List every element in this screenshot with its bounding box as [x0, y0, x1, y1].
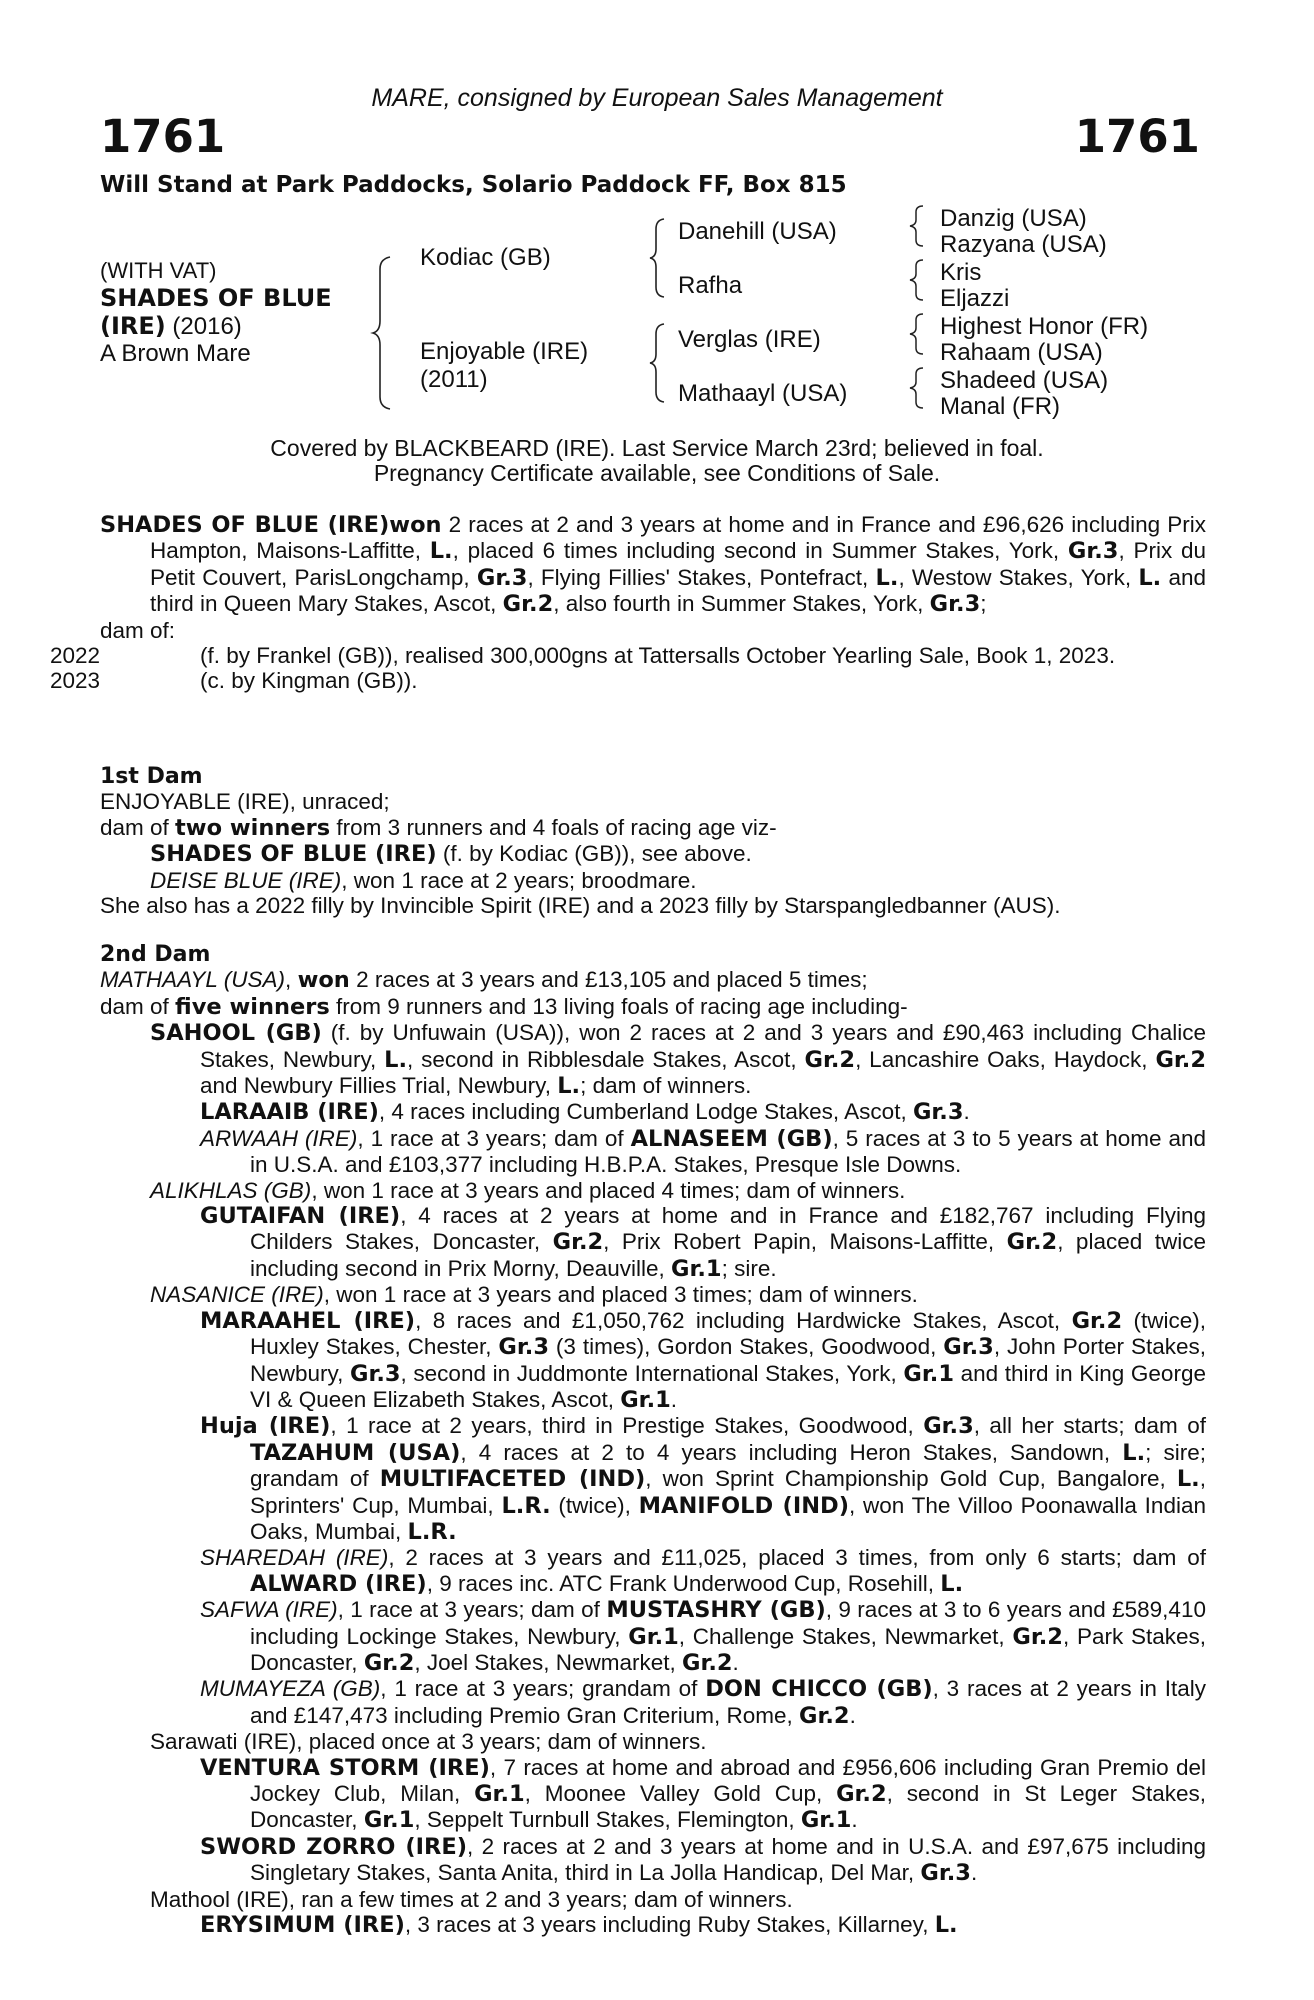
produce-year: 2023: [50, 668, 101, 694]
text: .: [970, 1860, 978, 1886]
text: , 1 race at 3 years; dam of: [357, 1125, 631, 1151]
grade-badge: Gr.2: [804, 1046, 856, 1073]
produce-year: 2022: [50, 643, 101, 669]
horse-name: LARAAIB (IRE): [200, 1099, 379, 1126]
text: , 7 races at home and abroad and £956,606 including Gran Premio del Jockey Club, Milan,: [250, 1754, 1207, 1806]
grade-badge: Gr.2: [1155, 1046, 1206, 1073]
dam-sire-name: Verglas (IRE): [678, 326, 821, 353]
text: , 3 races at 3 years including Ruby Stakes, Killarney,: [404, 1912, 935, 1938]
pedigree-brace-6: [908, 312, 926, 356]
text: , 1 race at 3 years; dam of: [337, 1597, 607, 1623]
horse-name: DON CHICCO (GB): [705, 1676, 933, 1703]
record-text: , placed 6 times including second in Summer Stakes, York,: [452, 538, 1068, 564]
text: , Sprinters' Cup, Mumbai,: [250, 1466, 1206, 1518]
winners-count: two winners: [175, 814, 331, 841]
record-won: won: [389, 512, 442, 538]
dam-name: MATHAAYL (USA): [100, 967, 286, 993]
horse-name: MARAAHEL (IRE): [200, 1307, 416, 1334]
produce-row: [50, 643, 1206, 669]
ancestor-1: Danzig (USA): [940, 205, 1087, 232]
ventura-storm-entry: [100, 1755, 1206, 1834]
text: (f. by Unfuwain (USA)), won 2 races at 2 and 3 years and £90,463 including Chalice Stakes, Newbury,: [200, 1020, 1206, 1072]
grade-badge: Gr.2: [1006, 1229, 1058, 1256]
grade-badge: Gr.1: [671, 1255, 722, 1282]
horse-name: ERYSIMUM (IRE): [200, 1912, 405, 1939]
sahool-entry: [100, 1020, 1206, 1099]
consignor-line: MARE, consigned by European Sales Management: [371, 84, 943, 112]
text: , 1 race at 3 years; grandam of: [380, 1676, 706, 1702]
horse-name: ALNASEEM (GB): [630, 1125, 833, 1152]
text: ; sire; grandam of: [250, 1439, 1206, 1492]
horse-name: ALWARD (IRE): [250, 1570, 427, 1597]
dam-year: (2011): [420, 366, 488, 393]
text: , 9 races at 3 to 6 years and £589,410 including Lockinge Stakes, Newbury,: [250, 1597, 1206, 1649]
grade-badge: Gr.2: [502, 591, 554, 618]
mumayeza-entry: [100, 1676, 1206, 1729]
text: , won The Villoo Poonawalla Indian Oaks, Mumbai,: [250, 1492, 1206, 1544]
grade-badge: Gr.2: [363, 1649, 415, 1676]
grade-badge: Gr.3: [349, 1360, 401, 1387]
text: , Lancashire Oaks, Haydock,: [855, 1046, 1156, 1072]
text: , 9 races inc. ATC Frank Underwood Cup, Rosehill,: [426, 1570, 941, 1596]
record-text: , also fourth in Summer Stakes, York,: [553, 591, 930, 617]
horse-description: A Brown Mare: [100, 340, 251, 367]
ancestor-6: Rahaam (USA): [940, 339, 1103, 366]
maraahel-entry: [100, 1308, 1206, 1414]
ancestor-8: Manal (FR): [940, 393, 1061, 420]
produce-text: (c. by Kingman (GB)).: [200, 668, 418, 694]
first-dam-summary: [100, 815, 1206, 841]
vat-label: (WITH VAT): [100, 258, 217, 283]
covered-line-2: Pregnancy Certificate available, see Conditions of Sale.: [373, 460, 941, 486]
ancestor-5: Highest Honor (FR): [940, 313, 1149, 340]
safwa-entry: [100, 1597, 1206, 1676]
grade-badge: Gr.3: [920, 1860, 971, 1887]
text: , placed twice including second in Prix Morny, Deauville,: [250, 1229, 1206, 1281]
ancestor-7: Shadeed (USA): [940, 367, 1109, 394]
sire-name: Kodiac (GB): [420, 244, 551, 271]
grade-badge: Gr.3: [476, 564, 528, 591]
horse-name: VENTURA STORM (IRE): [200, 1754, 490, 1781]
dam-name: Enjoyable (IRE): [420, 338, 589, 365]
text: , won Sprint Championship Gold Cup, Bangalore,: [645, 1466, 1177, 1492]
sharedah-entry: [100, 1545, 1206, 1597]
grade-badge: Gr.1: [903, 1360, 954, 1387]
grade-badge: Gr.2: [799, 1702, 850, 1729]
record-text: , Westow Stakes, York,: [898, 564, 1139, 590]
text: .: [849, 1702, 856, 1728]
sarawati-entry: Sarawati (IRE), placed once at 3 years; dam of winners.: [150, 1729, 707, 1755]
record-text: , Prix du Petit Couvert, ParisLongchamp,: [150, 538, 1206, 590]
pedigree-brace-4: [908, 204, 926, 248]
sword-zorro-entry: [100, 1834, 1206, 1887]
pedigree-brace-3: [648, 322, 668, 404]
horse-name: ALIKHLAS (GB): [150, 1177, 312, 1203]
grade-badge: Gr.1: [474, 1781, 525, 1807]
huja-entry: [100, 1413, 1206, 1545]
gutaifan-entry: [100, 1203, 1206, 1282]
first-dam-foal: [100, 841, 1206, 867]
ancestor-4: Eljazzi: [940, 285, 1010, 312]
text: , Joel Stakes, Newmarket,: [414, 1649, 682, 1675]
horse-name: MUMAYEZA (GB): [200, 1676, 381, 1702]
horse-origin: (IRE): [100, 312, 166, 340]
grade-badge: Gr.2: [1071, 1307, 1123, 1334]
text: , second in St Leger Stakes, Doncaster,: [250, 1781, 1206, 1833]
alikhlas-entry: [100, 1178, 1206, 1203]
nasanice-entry: [100, 1282, 1206, 1307]
winners-count: five winners: [175, 993, 330, 1020]
text: from 3 runners and 4 foals of racing age viz-: [330, 814, 777, 840]
text: and Newbury Fillies Trial, Newbury,: [200, 1073, 558, 1099]
horse-name: MULTIFACETED (IND): [379, 1466, 646, 1493]
text: 2 races at 3 years and £13,105 and placed 5 times;: [349, 967, 868, 993]
grade-badge: Gr.3: [498, 1334, 549, 1361]
text: , won 1 race at 2 years; broodmare.: [341, 867, 697, 893]
foal-name: SHADES OF BLUE (IRE): [150, 841, 437, 868]
pedigree-brace-7: [908, 366, 926, 410]
text: , 1 race at 2 years, third in Prestige Stakes, Goodwood,: [330, 1413, 924, 1439]
second-dam-section: [100, 942, 1206, 1938]
horse-name-line2: [100, 312, 242, 341]
dam-of-label: dam of:: [100, 617, 176, 643]
text: , 5 races at 3 to 5 years at home and in U.S.A. and £103,377 including H.B.P.A. Stakes, Presque Isle Downs.: [250, 1125, 1206, 1178]
lot-number-right: 1761: [1074, 110, 1200, 163]
grade-badge: Gr.2: [836, 1781, 887, 1807]
grade-badge: L.: [557, 1073, 581, 1100]
record-text: 2 races at 2 and 3 years at home and in France and £96,626 including Prix Hampton, Maisons-Laffitte,: [150, 512, 1206, 564]
erysimum-entry: [100, 1912, 1206, 1938]
grade-badge: Gr.3: [943, 1334, 994, 1361]
laraaib-entry: [100, 1099, 1206, 1125]
text: , 2 races at 3 years and £11,025, placed 3 times, from only 6 starts; dam of: [388, 1545, 1206, 1571]
first-dam-heading: 1st Dam: [100, 764, 203, 789]
foal-name: DEISE BLUE (IRE): [150, 867, 342, 893]
text: , second in Ribblesdale Stakes, Ascot,: [407, 1046, 805, 1072]
horse-name: SHADES OF BLUE: [100, 284, 332, 312]
grade-badge: L.: [1176, 1466, 1200, 1493]
record-horse-name: SHADES OF BLUE (IRE): [100, 512, 390, 538]
text: , 2 races at 2 and 3 years at home and in U.S.A. and £97,675 including Singletary Stakes, Santa Anita, third in La Jolla Handicap, Del Mar,: [250, 1833, 1206, 1886]
text: .: [670, 1386, 678, 1412]
record-text: ;: [980, 591, 987, 617]
horse-name: NASANICE (IRE): [150, 1282, 324, 1308]
produce-text: (f. by Frankel (GB)), realised 300,000gns at Tattersalls October Yearling Sale, Book 1, 2023.: [200, 643, 1116, 669]
text: , won 1 race at 3 years and placed 3 times; dam of winners.: [323, 1282, 918, 1308]
pedigree-brace-5: [908, 258, 926, 302]
horse-name: GUTAIFAN (IRE): [200, 1203, 401, 1230]
text: dam of: [100, 814, 176, 840]
text: , 4 races including Cumberland Lodge Stakes, Ascot,: [378, 1099, 913, 1125]
horse-name: Huja (IRE): [200, 1413, 331, 1440]
text: , Prix Robert Papin, Maisons-Laffitte,: [603, 1229, 1007, 1255]
horse-name: ARWAAH (IRE): [200, 1125, 358, 1151]
sire-sire-name: Danehill (USA): [678, 218, 837, 245]
lot-number-left: 1761: [100, 110, 226, 163]
first-dam-also: She also has a 2022 filly by Invincible Spirit (IRE) and a 2023 filly by Starspangledbanner (AUS).: [100, 893, 1061, 919]
ancestor-3: Kris: [940, 259, 982, 286]
grade-badge: L.: [1138, 564, 1162, 591]
text: , 4 races at 2 years at home and in France and £182,767 including Flying Childers Stakes, Doncaster,: [250, 1203, 1206, 1255]
text: (f. by Kodiac (GB)), see above.: [436, 841, 752, 867]
text: dam of: [100, 993, 176, 1019]
grade-badge: Gr.1: [628, 1623, 679, 1650]
sire-dam-name: Rafha: [678, 272, 743, 299]
race-record-paragraph: [100, 512, 1206, 618]
grade-badge: Gr.3: [923, 1413, 974, 1440]
text: (twice), Huxley Stakes, Chester,: [250, 1307, 1206, 1360]
horse-name: SHAREDAH (IRE): [200, 1545, 389, 1571]
text: , won 1 race at 3 years and placed 4 times; dam of winners.: [311, 1177, 906, 1203]
grade-badge: Gr.1: [800, 1807, 852, 1834]
ancestor-2: Razyana (USA): [940, 231, 1107, 258]
text: from 9 runners and 13 living foals of racing age including-: [329, 993, 908, 1019]
stand-location: Will Stand at Park Paddocks, Solario Paddock FF, Box 815: [100, 172, 847, 198]
first-dam-line: ENJOYABLE (IRE), unraced;: [100, 789, 390, 815]
record-text: and third in Queen Mary Stakes, Ascot,: [150, 564, 1206, 617]
grade-badge: L.: [940, 1570, 964, 1597]
grade-badge: L.R.: [501, 1492, 551, 1519]
horse-name: SAFWA (IRE): [200, 1597, 338, 1623]
first-dam-section: [100, 764, 1206, 918]
grade-badge: Gr.3: [912, 1099, 964, 1126]
mathool-entry: Mathool (IRE), ran a few times at 2 and 3 years; dam of winners.: [150, 1886, 793, 1912]
text: , 4 races at 2 to 4 years including Heron Stakes, Sandown,: [460, 1439, 1123, 1465]
text: (twice),: [550, 1492, 639, 1518]
grade-badge: L.: [1122, 1439, 1146, 1466]
text: .: [732, 1649, 739, 1675]
text: and third in King George VI & Queen Elizabeth Stakes, Ascot,: [250, 1360, 1206, 1412]
text: ; sire.: [721, 1255, 777, 1281]
grade-badge: Gr.3: [929, 591, 981, 618]
text: , Seppelt Turnbull Stakes, Flemington,: [414, 1807, 801, 1833]
text: .: [851, 1807, 858, 1833]
produce-row: [50, 668, 1206, 694]
text: .: [963, 1099, 970, 1125]
grade-badge: Gr.3: [1067, 538, 1119, 565]
text: , John Porter Stakes, Newbury,: [250, 1334, 1207, 1386]
won-label: won: [297, 967, 350, 994]
text: (3 times), Gordon Stakes, Goodwood,: [548, 1334, 944, 1360]
horse-name: TAZAHUM (USA): [250, 1439, 461, 1466]
second-dam-heading: 2nd Dam: [100, 942, 211, 967]
text: ; dam of winners.: [580, 1073, 752, 1099]
pedigree-brace-1: [370, 255, 394, 411]
grade-badge: Gr.1: [363, 1807, 415, 1834]
horse-name: MUSTASHRY (GB): [606, 1597, 826, 1624]
race-record: [50, 512, 1206, 694]
grade-badge: L.: [934, 1912, 958, 1939]
text: , Moonee Valley Gold Cup,: [524, 1781, 837, 1806]
grade-badge: Gr.2: [681, 1649, 733, 1676]
horse-name: SWORD ZORRO (IRE): [200, 1833, 467, 1860]
text: , all her starts; dam of: [973, 1413, 1206, 1439]
grade-badge: Gr.2: [1012, 1623, 1063, 1650]
horse-name: MANIFOLD (IND): [638, 1492, 849, 1519]
text: , 3 races at 2 years in Italy and £147,473 including Premio Gran Criterium, Rome,: [250, 1676, 1206, 1728]
text: , 8 races and £1,050,762 including Hardwicke Stakes, Ascot,: [415, 1307, 1072, 1333]
grade-badge: L.R.: [407, 1518, 457, 1545]
text: , Challenge Stakes, Newmarket,: [678, 1623, 1013, 1649]
pedigree-brace-2: [648, 217, 668, 299]
grade-badge: L.: [875, 564, 899, 591]
text: , second in Juddmonte International Stakes, York,: [400, 1360, 904, 1386]
horse-name: SAHOOL (GB): [150, 1020, 322, 1047]
text: , Park Stakes, Doncaster,: [250, 1623, 1206, 1675]
second-dam-summary: [100, 994, 1206, 1020]
text: ,: [285, 967, 298, 993]
second-dam-line: [100, 967, 1206, 993]
dam-dam-name: Mathaayl (USA): [678, 380, 848, 407]
grade-badge: L.: [429, 538, 453, 565]
arwaah-entry: [100, 1126, 1206, 1178]
horse-year: (2016): [172, 313, 242, 340]
record-text: , Flying Fillies' Stakes, Pontefract,: [527, 564, 876, 590]
covered-line-1: Covered by BLACKBEARD (IRE). Last Service March 23rd; believed in foal.: [270, 435, 1044, 461]
first-dam-foal: [100, 868, 1206, 893]
grade-badge: Gr.1: [620, 1386, 671, 1413]
grade-badge: Gr.2: [552, 1229, 604, 1256]
grade-badge: L.: [384, 1046, 408, 1073]
